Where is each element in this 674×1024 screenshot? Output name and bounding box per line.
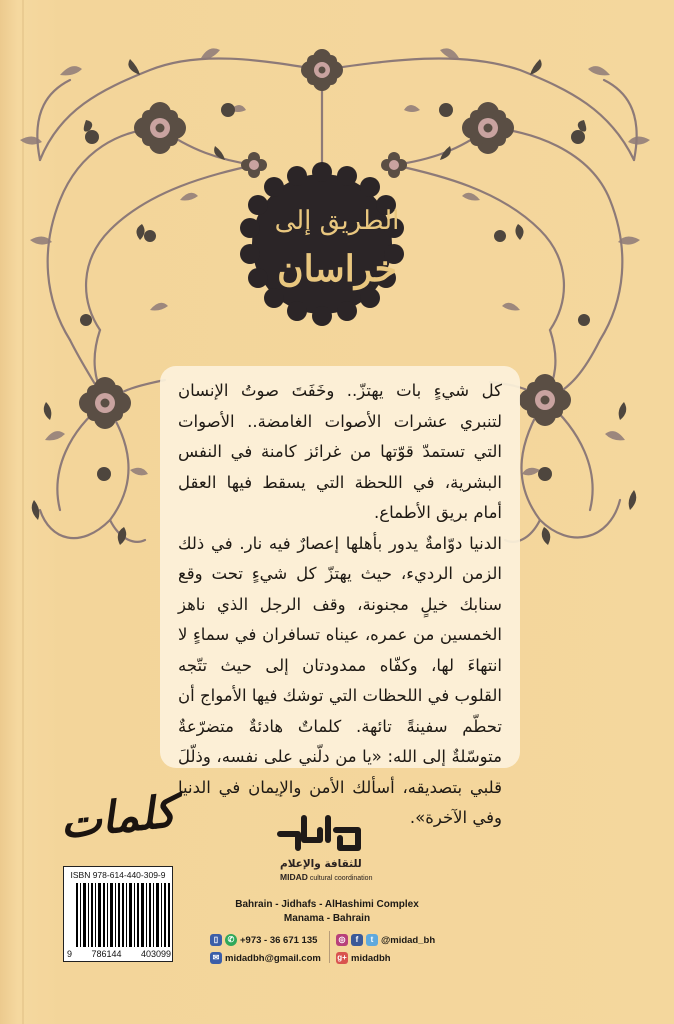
midad-english-tagline: MIDAD cultural coordination xyxy=(280,872,373,882)
blurb-panel xyxy=(160,366,520,827)
contact-right xyxy=(336,931,435,967)
twitter-icon: t xyxy=(366,934,378,946)
blurb-paragraph-2: الدنيا دوّامةٌ يدور بأهلها إعصارٌ فيه نار. في ذلك الزمن الرديء، حيث يهتزّ كل شيءٍ تحت وقع سنابك خيلٍ مجنونة، وقف الرجل الذي ناهز الخمسين من عمره، عيناه تسافران في سماءٍ لا انتهاءَ لها، وكفّاه ممدودتان إلى حيث تتّجه القلوب في اللحظات التي توشك فيها الأمواج أن تحطّم سفينةً تائهة. كلماتٌ هادئةٌ متضرّعةٌ متوسّلةٌ إلى الله: «يا من دلّني على نفسه، وذلّلَ قلبي بتصديقه، أسألك الأمن والإيمان في الدنيا وفي الآخرة». xyxy=(178,533,502,827)
book-title-line2: خراسان xyxy=(277,248,397,290)
barcode-bars xyxy=(76,883,170,947)
email-icon: ✉ xyxy=(210,952,222,964)
phone-number: +973 - 36 671 135 xyxy=(240,934,318,946)
isbn-label: ISBN 978-614-440-309-9 xyxy=(70,870,166,880)
barcode-digits: 9 786144 403099 xyxy=(67,949,171,959)
flower-top-center xyxy=(301,49,343,91)
publisher-logo-kalimat: كلمات xyxy=(57,786,179,849)
midad-arabic-tagline: للثقافة والإعلام xyxy=(280,858,362,870)
title-medallion xyxy=(240,162,404,326)
isbn-barcode xyxy=(63,866,173,962)
blurb-paragraph-1: كل شيءٍ بات يهتزّ.. وخَفَتَ صوتُ الإنسان لتنبري عشرات الأصوات الغامضة.. الأصوات التي تستمدّ قوّتها من غرائز كامنة في النفس البشرية، في اللحظة التي يسقط فيها العقل أمام بريق الأطماع. xyxy=(178,381,502,522)
whatsapp-icon: ✆ xyxy=(225,934,237,946)
midad-logo xyxy=(274,812,366,856)
gplus-handle: midadbh xyxy=(351,952,391,964)
google-plus-icon: g+ xyxy=(337,953,347,962)
distributor-address: Bahrain - Jidhafs - AlHashimi Complex Manama - Bahrain xyxy=(235,899,419,924)
social-handle: @midad_bh xyxy=(381,934,436,946)
instagram-icon: ◎ xyxy=(336,934,348,946)
contact-left xyxy=(210,931,321,967)
contact-divider xyxy=(329,931,330,963)
email-address: midadbh@gmail.com xyxy=(225,952,321,964)
book-title-line1: الطريق إلى xyxy=(274,206,400,236)
facebook-icon: f xyxy=(351,934,363,946)
phone-icon: ▯ xyxy=(210,934,222,946)
